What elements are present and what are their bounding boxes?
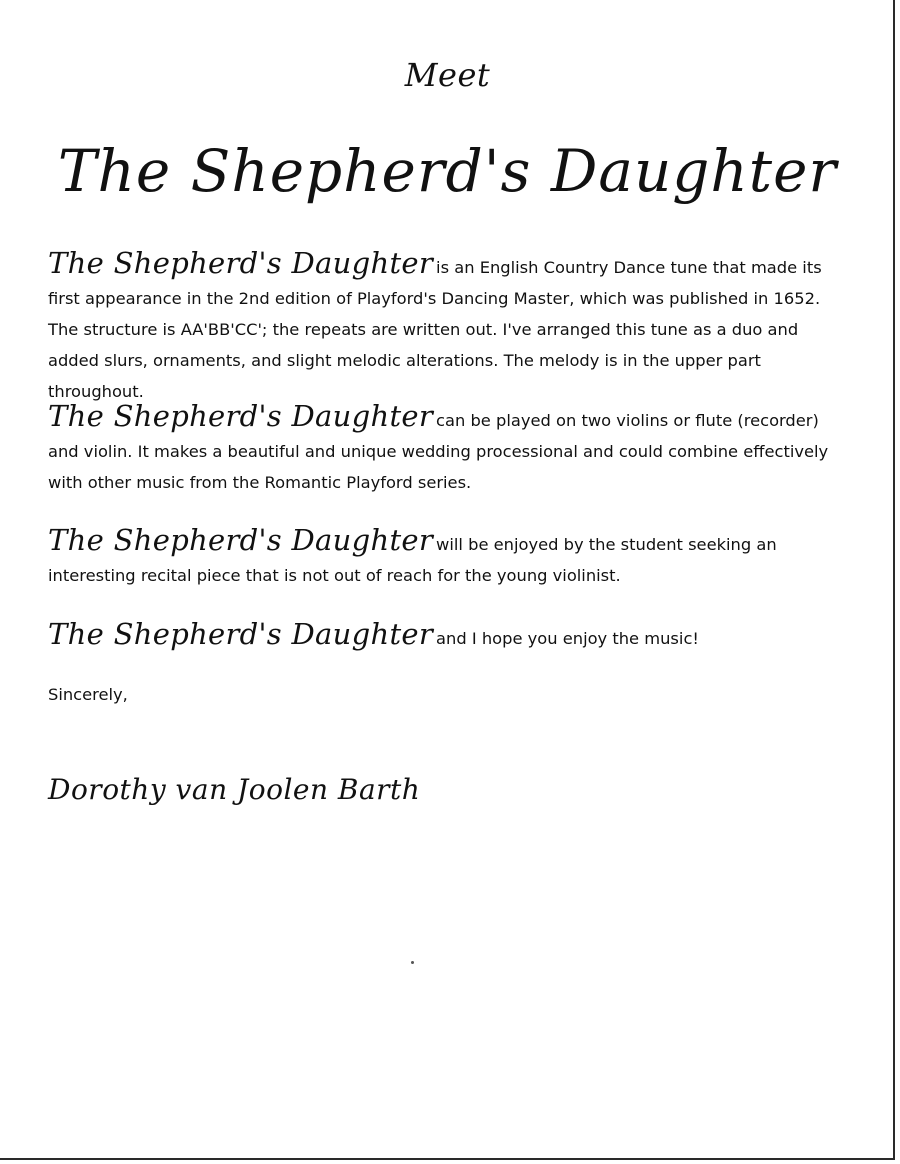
meet-heading: Meet: [404, 56, 491, 94]
stray-dot: [411, 961, 414, 964]
paragraph-lead-title: The Shepherd's Daughter: [48, 523, 434, 557]
closing-sincerely: Sincerely,: [48, 685, 128, 704]
paragraph-enjoy: [48, 619, 848, 654]
paragraph-text: is an English Country Dance tune that made its first appearance in the 2nd edition of Playford's Dancing Master, which was published in 1652. The structure is AA'BB'CC'; the repeats are written out. I've arranged this tune as a duo and added slurs, ornaments, and slight melodic alterations. The melody is in the upper part throughout.: [48, 258, 822, 401]
paragraph-intro: [48, 248, 848, 407]
paragraph-instrumentation: [48, 401, 848, 498]
paragraph-student: [48, 525, 848, 591]
paragraph-lead-title: The Shepherd's Daughter: [48, 617, 434, 651]
signature: Dorothy van Joolen Barth: [48, 773, 421, 806]
paragraph-text: and I hope you enjoy the music!: [436, 629, 699, 648]
paragraph-text: can be played on two violins or flute (recorder) and violin. It makes a beautiful and unique wedding processional and could combine effectively with other music from the Romantic Playford series.: [48, 411, 829, 492]
paragraph-lead-title: The Shepherd's Daughter: [48, 399, 434, 433]
paragraph-lead-title: The Shepherd's Daughter: [48, 246, 434, 280]
paragraph-text: will be enjoyed by the student seeking an interesting recital piece that is not out of reach for the young violinist.: [48, 535, 777, 585]
page-title: The Shepherd's Daughter: [57, 137, 838, 205]
